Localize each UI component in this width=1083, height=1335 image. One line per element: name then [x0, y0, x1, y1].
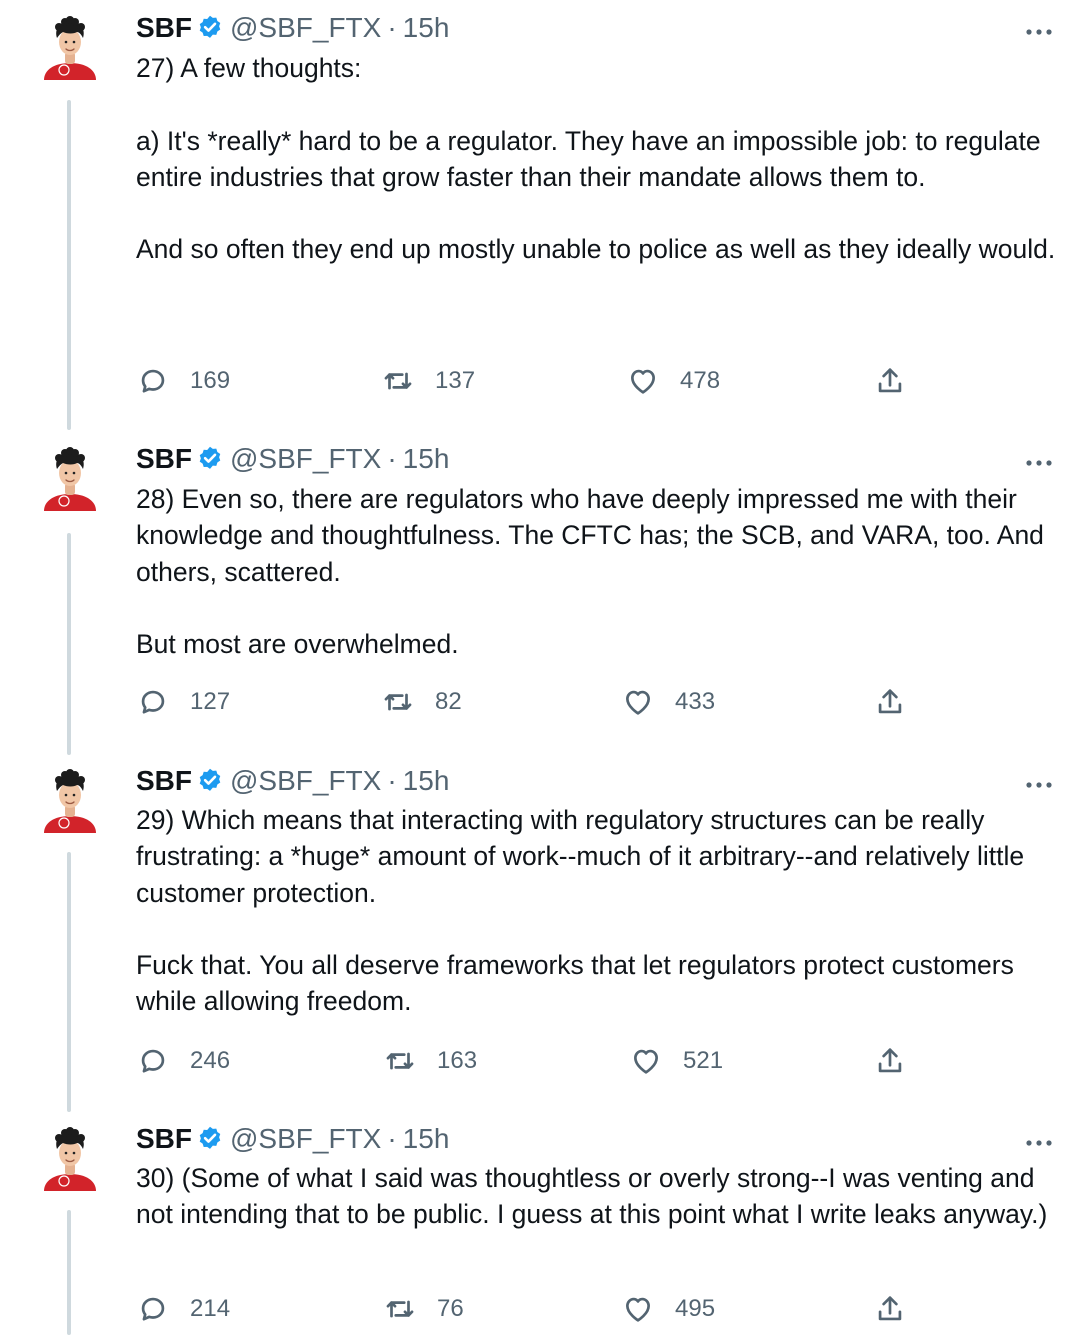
retweet-button[interactable]	[381, 682, 462, 722]
like-count: 521	[683, 1047, 724, 1074]
reply-count: 127	[190, 688, 231, 715]
retweet-button[interactable]	[383, 1041, 477, 1081]
separator-dot: ·	[387, 443, 397, 474]
display-name[interactable]: SBF	[136, 12, 192, 43]
retweet-icon	[383, 1292, 417, 1326]
retweet-count: 163	[437, 1047, 478, 1074]
separator-dot: ·	[387, 765, 397, 796]
tweet-header	[136, 761, 449, 801]
timestamp[interactable]: 15h	[402, 765, 450, 796]
reply-count: 246	[190, 1047, 231, 1074]
retweet-icon	[381, 364, 415, 398]
tweet-header	[136, 439, 449, 479]
like-button[interactable]	[621, 682, 715, 722]
user-handle[interactable]: @SBF_FTX	[230, 443, 382, 474]
separator-dot: ·	[387, 1123, 397, 1154]
reply-icon	[136, 364, 170, 398]
tweet-text	[136, 802, 1056, 1020]
heart-icon	[621, 685, 655, 719]
tweet-paragraph: Fuck that. You all deserve frameworks that let regulators protect customers while allowing freedom.	[136, 950, 1014, 1017]
thread-line	[67, 852, 71, 1112]
tweet-paragraph: 28) Even so, there are regulators who have deeply impressed me with their knowledge and thoughtfulness. The CFTC has; the SCB, and VARA, too. And others, scattered.	[136, 484, 1044, 587]
thread-line	[67, 100, 71, 430]
like-count: 478	[680, 367, 721, 394]
tweet-paragraph: 27) A few thoughts:	[136, 53, 362, 83]
verified-badge-icon	[196, 14, 224, 42]
thread-line	[67, 533, 71, 755]
verified-badge-icon	[196, 445, 224, 473]
heart-icon	[621, 1292, 655, 1326]
tweet-paragraph: But most are overwhelmed.	[136, 629, 459, 660]
reply-count: 214	[190, 1295, 231, 1322]
like-button[interactable]	[629, 1041, 723, 1081]
user-handle[interactable]: @SBF_FTX	[230, 765, 382, 796]
action-bar	[136, 1041, 916, 1081]
avatar[interactable]	[40, 443, 100, 513]
more-horizontal-icon[interactable]	[1020, 775, 1060, 795]
separator-dot: ·	[387, 12, 397, 43]
share-icon	[873, 364, 907, 398]
retweet-icon	[383, 1044, 417, 1078]
like-button[interactable]	[621, 1289, 715, 1329]
share-icon	[873, 1044, 907, 1078]
action-bar	[136, 1289, 916, 1329]
display-name[interactable]: SBF	[136, 443, 192, 474]
verified-badge-icon	[196, 767, 224, 795]
share-button[interactable]	[873, 361, 907, 401]
share-button[interactable]	[873, 682, 907, 722]
tweet-paragraph: a) It's *really* hard to be a regulator. They have an impossible job: to regulate entire industries that grow faster than their mandate allows them to.	[136, 125, 1041, 192]
tweet-header	[136, 1119, 449, 1159]
avatar[interactable]	[40, 12, 100, 82]
retweet-count: 82	[435, 688, 462, 715]
share-icon	[873, 1292, 907, 1326]
retweet-count: 76	[437, 1295, 464, 1322]
like-button[interactable]	[626, 361, 720, 401]
retweet-icon	[381, 685, 415, 719]
reply-icon	[136, 685, 170, 719]
verified-badge-icon	[196, 1125, 224, 1153]
reply-button[interactable]	[136, 1289, 230, 1329]
tweet-text	[136, 1160, 1056, 1233]
tweet-paragraph: 29) Which means that interacting with regulatory structures can be really frustrating: a *huge* amount of work--much of it arbitrary--and relatively little customer protection.	[136, 805, 1025, 908]
action-bar	[136, 361, 916, 401]
timestamp[interactable]: 15h	[402, 12, 450, 43]
avatar[interactable]	[40, 765, 100, 835]
retweet-count: 137	[435, 367, 476, 394]
more-horizontal-icon[interactable]	[1020, 22, 1060, 42]
tweet-paragraph: 30) (Some of what I said was thoughtless or overly strong--I was venting and not intending that to be public. I guess at this point what I write leaks anyway.)	[136, 1163, 1048, 1230]
avatar[interactable]	[40, 1123, 100, 1193]
retweet-button[interactable]	[383, 1289, 464, 1329]
reply-button[interactable]	[136, 1041, 230, 1081]
reply-icon	[136, 1044, 170, 1078]
action-bar	[136, 682, 916, 722]
heart-icon	[626, 364, 660, 398]
retweet-button[interactable]	[381, 361, 475, 401]
like-count: 433	[675, 688, 716, 715]
more-horizontal-icon[interactable]	[1020, 453, 1060, 473]
timestamp[interactable]: 15h	[402, 443, 450, 474]
like-count: 495	[675, 1295, 716, 1322]
timestamp[interactable]: 15h	[402, 1123, 450, 1154]
reply-button[interactable]	[136, 361, 230, 401]
share-button[interactable]	[873, 1041, 907, 1081]
heart-icon	[629, 1044, 663, 1078]
tweet-header	[136, 8, 449, 48]
user-handle[interactable]: @SBF_FTX	[230, 12, 382, 43]
display-name[interactable]: SBF	[136, 765, 192, 796]
user-handle[interactable]: @SBF_FTX	[230, 1123, 382, 1154]
tweet-text	[136, 50, 1056, 268]
tweet-text	[136, 481, 1056, 662]
tweet-paragraph: And so often they end up mostly unable to police as well as they ideally would.	[136, 234, 1056, 265]
reply-count: 169	[190, 367, 231, 394]
more-horizontal-icon[interactable]	[1020, 1133, 1060, 1153]
thread-line	[67, 1210, 71, 1335]
share-button[interactable]	[873, 1289, 907, 1329]
display-name[interactable]: SBF	[136, 1123, 192, 1154]
share-icon	[873, 685, 907, 719]
reply-button[interactable]	[136, 682, 230, 722]
reply-icon	[136, 1292, 170, 1326]
